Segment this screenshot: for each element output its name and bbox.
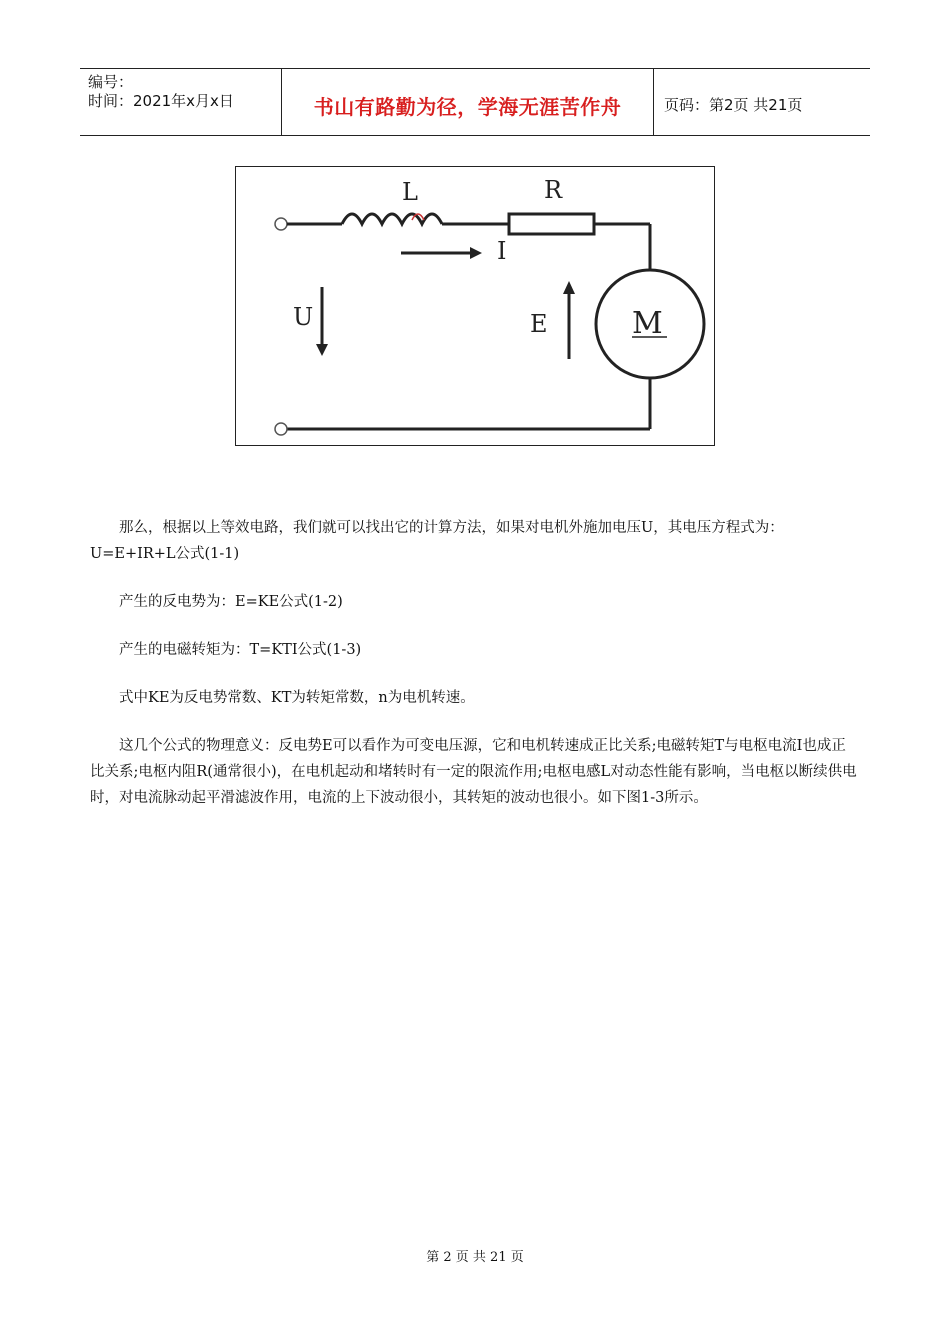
circuit-svg (236, 167, 714, 445)
bottom-terminal (275, 423, 287, 435)
label-i: I (497, 237, 507, 265)
label-e: E (530, 310, 548, 338)
page-header (80, 68, 870, 136)
paragraph: 那么，根据以上等效电路，我们就可以找出它的计算方法，如果对电机外施加电压U，其电压方程式为：U=E+IR+L公式(1-1) (90, 520, 784, 562)
current-arrowhead (470, 247, 482, 259)
label-r: R (544, 176, 563, 204)
paragraph: 式中KE为反电势常数、KT为转矩常数，n为电机转速。 (119, 690, 475, 706)
header-divider (653, 69, 654, 135)
circuit-diagram (235, 166, 715, 446)
voltage-arrowhead (316, 344, 328, 356)
label-m: M (632, 306, 663, 341)
page-footer: 第 2 页 共 21 页 (426, 1250, 524, 1265)
label-l: L (402, 178, 418, 206)
emf-arrowhead (563, 281, 575, 294)
inductor (342, 214, 442, 224)
paragraph: 这几个公式的物理意义：反电势E可以看作为可变电压源，它和电机转速成正比关系;电磁转矩T与电枢电流I也成正比关系;电枢内阻R(通常很小)，在电机起动和堵转时有一定的限流作用;电枢电感L对动态性能有影响，当电枢以断续供电时，对电流脉动起平滑滤波作用，电流的上下波动很小，其转矩的波动也很小。如下图1-3所示。 (90, 738, 857, 806)
time-label: 时间：2021年x月x日 (88, 92, 234, 110)
number-label: 编号： (88, 73, 134, 91)
header-page-info: 页码：第2页 共21页 (664, 96, 803, 114)
body-text (90, 515, 860, 833)
paragraph: 产生的电磁转矩为：T=KTI公式(1-3) (119, 642, 362, 658)
paragraph: 产生的反电势为：E=KE公式(1-2) (119, 594, 343, 610)
label-u: U (293, 303, 314, 331)
resistor (509, 214, 594, 234)
top-terminal (275, 218, 287, 230)
header-meta (88, 73, 234, 111)
header-motto: 书山有路勤为径，学海无涯苦作舟 (313, 95, 622, 119)
